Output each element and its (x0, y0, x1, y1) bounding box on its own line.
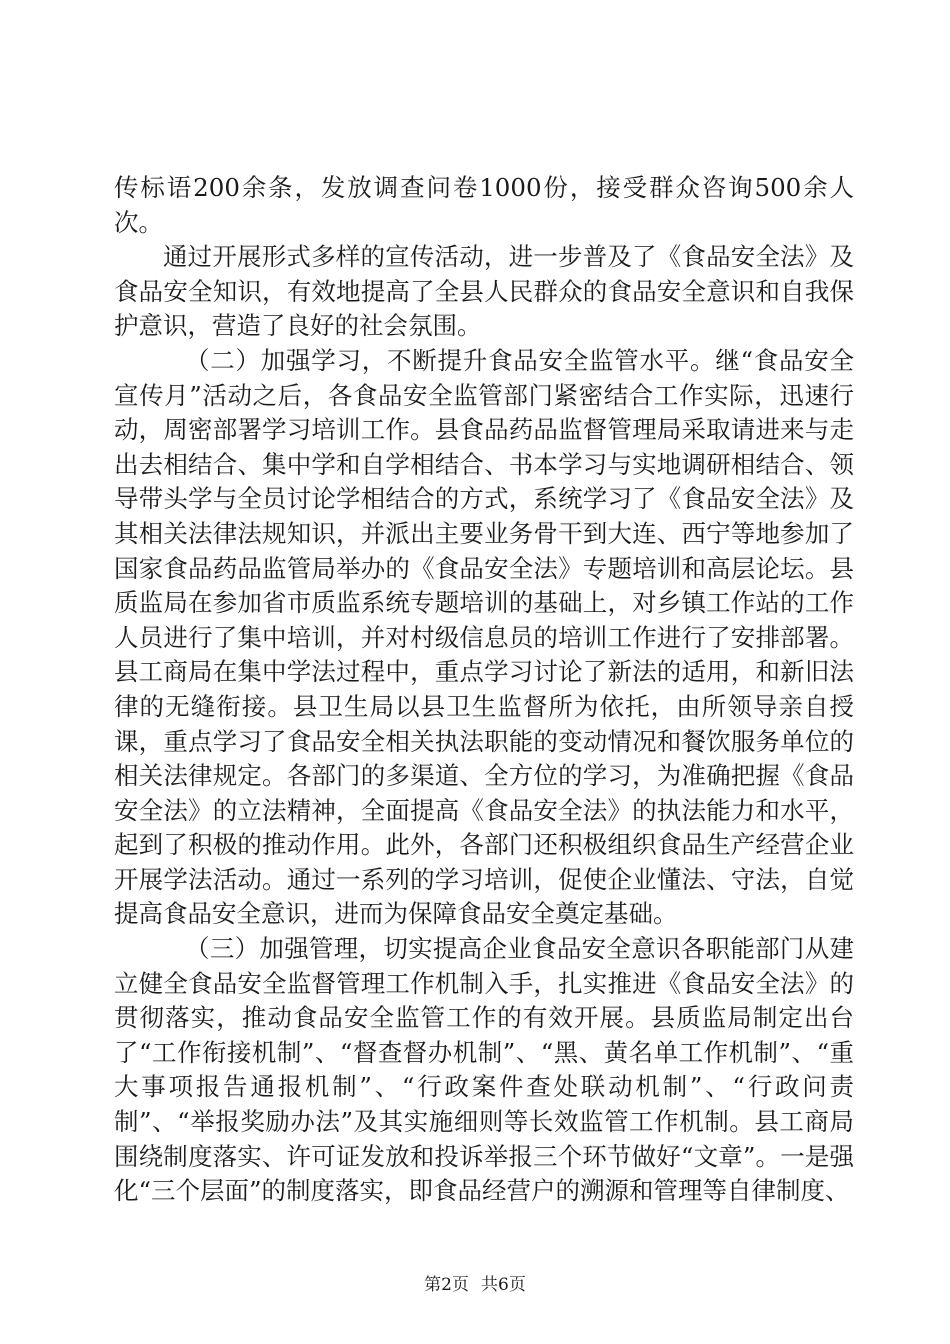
paragraph-publicity-summary: 通过开展形式多样的宣传活动，进一步普及了《食品安全法》及食品安全知识，有效地提高了全县人民群众的食品安全意识和自我保护意识，营造了良好的社会氛围。 (114, 242, 854, 341)
paragraph-section-three: （三）加强管理，切实提高企业食品安全意识各职能部门从建立健全食品安全监督管理工作机制入手，扎实推进《食品安全法》的贯彻落实，推动食品安全监管工作的有效开展。县质监局制定出台了“工作衔接机制”、“督查督办机制”、“黑、黄名单工作机制”、“重大事项报告通报机制”、“行政案件查处联动机制”、“行政问责制”、“举报奖励办法”及其实施细则等长效监管工作机制。县工商局围绕制度落实、许可证发放和投诉举报三个环节做好“文章”。一是强化“三个层面”的制度落实，即食品经营户的溯源和管理等自律制度、 (114, 934, 854, 1206)
page-total: 共6页 (481, 1275, 526, 1295)
page-footer (0, 1270, 950, 1295)
paragraph-section-two: （二）加强学习，不断提升食品安全监管水平。继“食品安全宣传月”活动之后，各食品安全监管部门紧密结合工作实际，迅速行动，周密部署学习培训工作。县食品药品监督管理局采取请进来与走出去相结合、集中学和自学相结合、书本学习与实地调研相结合、领导带头学与全员讨论学相结合的方式，系统学习了《食品安全法》及其相关法律法规知识，并派出主要业务骨干到大连、西宁等地参加了国家食品药品监管局举办的《食品安全法》专题培训和高层论坛。县质监局在参加省市质监系统专题培训的基础上，对乡镇工作站的工作人员进行了集中培训，并对村级信息员的培训工作进行了安排部署。县工商局在集中学法过程中，重点学习讨论了新法的适用，和新旧法律的无缝衔接。县卫生局以县卫生监督所为依托，由所领导亲自授课，重点学习了食品安全相关执法职能的变动情况和餐饮服务单位的相关法律规定。各部门的多渠道、全方位的学习，为准确把握《食品安全法》的立法精神，全面提高《食品安全法》的执法能力和水平，起到了积极的推动作用。此外，各部门还积极组织食品生产经营企业开展学法活动。通过一系列的学习培训，促使企业懂法、守法，自觉提高食品安全意识，进而为保障食品安全奠定基础。 (114, 345, 854, 929)
paragraph-continuation: 传标语200余条，发放调查问卷1000份，接受群众咨询500余人次。 (114, 173, 854, 237)
page-number: 第2页 (424, 1275, 469, 1295)
document-body (114, 171, 854, 1209)
